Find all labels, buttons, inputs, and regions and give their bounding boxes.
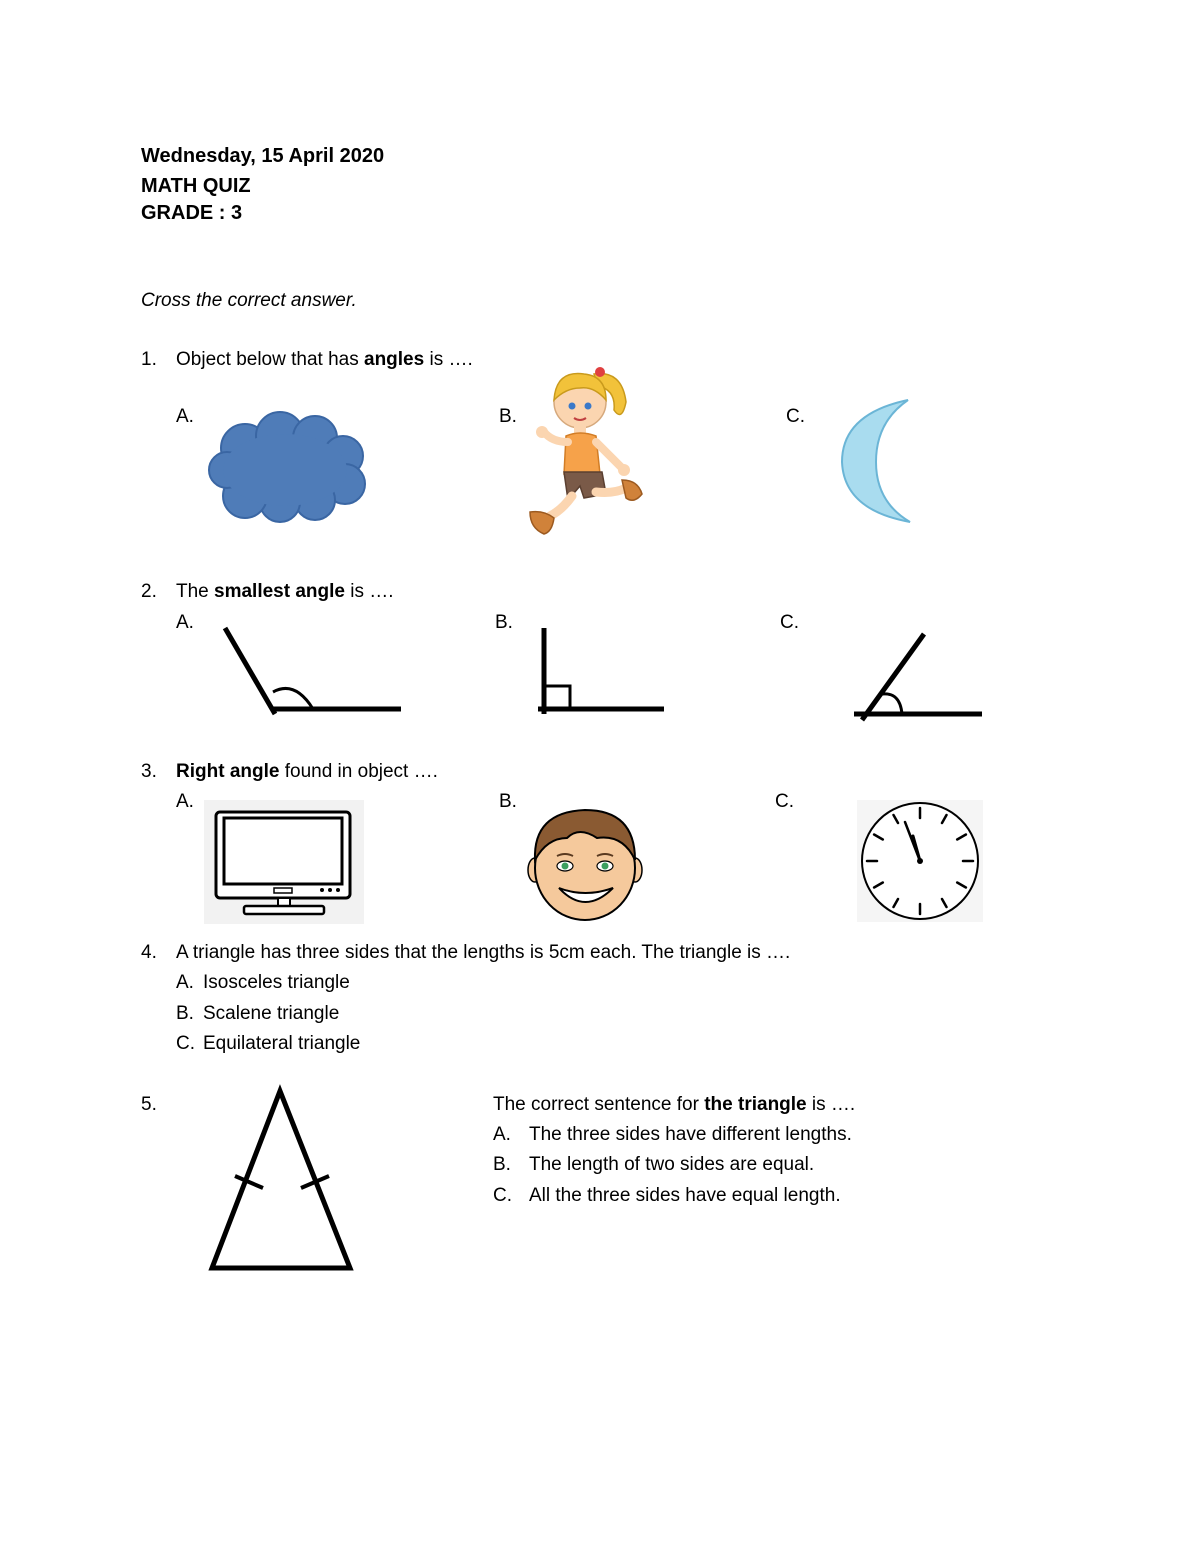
q1-number: 1. [141,349,157,370]
q5-number: 5. [141,1094,157,1115]
quiz-date: Wednesday, 15 April 2020 [141,145,385,167]
television-image[interactable] [204,800,364,924]
q2-option-c-label[interactable]: C. [780,612,799,633]
q5-option-a-letter[interactable]: A. [493,1124,511,1145]
clock-image[interactable] [857,800,983,922]
q5-text-before: The correct sentence for [493,1094,705,1115]
q3-text-bold: Right angle [176,761,280,782]
q4-question: A triangle has three sides that the lengths is 5cm each. The triangle is …. [176,942,791,963]
q2-text-before: The [176,581,215,602]
running-girl-image[interactable] [522,362,647,540]
q2-option-b-label[interactable]: B. [495,612,513,633]
q1-question [176,350,473,369]
q4-option-a-text[interactable]: Isosceles triangle [203,972,350,993]
q5-option-c-text[interactable]: All the three sides have equal length. [529,1185,841,1206]
q2-number: 2. [141,581,157,602]
cloud-shape [209,412,365,522]
q3-option-b-label[interactable]: B. [499,791,517,812]
quiz-title: MATH QUIZ [141,175,251,197]
right-angle-image[interactable] [530,622,670,722]
q3-question [176,762,438,781]
instruction: Cross the correct answer. [141,290,357,311]
q5-option-b-letter[interactable]: B. [493,1154,511,1175]
q1-option-c-label[interactable]: C. [786,406,805,427]
obtuse-angle-image[interactable] [215,622,410,722]
q3-text-after: found in object …. [279,761,438,782]
q5-text-bold: the triangle [704,1094,807,1115]
q4-option-c-text[interactable]: Equilateral triangle [203,1033,361,1054]
isosceles-triangle-image [205,1085,360,1275]
q2-text-bold: smallest angle [214,581,345,602]
q2-option-a-label[interactable]: A. [176,612,194,633]
q5-question [493,1095,855,1114]
q1-text-bold: angles [364,349,425,370]
q1-option-b-label[interactable]: B. [499,406,517,427]
quiz-grade: GRADE : 3 [141,202,243,224]
q4-option-c-letter[interactable]: C. [176,1033,195,1054]
q5-option-b-text[interactable]: The length of two sides are equal. [529,1154,815,1175]
acute-angle-image[interactable] [848,628,988,728]
q1-text-before: Object below that has [176,349,364,370]
q1-text-after: is …. [424,349,473,370]
boy-face-image[interactable] [527,804,643,922]
moon-image[interactable] [836,398,916,526]
q5-option-a-text[interactable]: The three sides have different lengths. [529,1124,852,1145]
cloud-image[interactable] [205,408,375,523]
q4-option-b-letter[interactable]: B. [176,1003,194,1024]
q4-option-b-text[interactable]: Scalene triangle [203,1003,340,1024]
q2-text-after: is …. [344,581,394,602]
q3-option-a-label[interactable]: A. [176,791,194,812]
q5-option-c-letter[interactable]: C. [493,1185,512,1206]
q4-option-a-letter[interactable]: A. [176,972,194,993]
q3-number: 3. [141,761,157,782]
q5-text-after: is …. [806,1094,856,1115]
q4-number: 4. [141,942,157,963]
q2-question [176,582,394,601]
q3-option-c-label[interactable]: C. [775,791,794,812]
moon-shape [842,400,910,522]
q1-option-a-label[interactable]: A. [176,406,194,427]
girl-figure [530,367,642,534]
